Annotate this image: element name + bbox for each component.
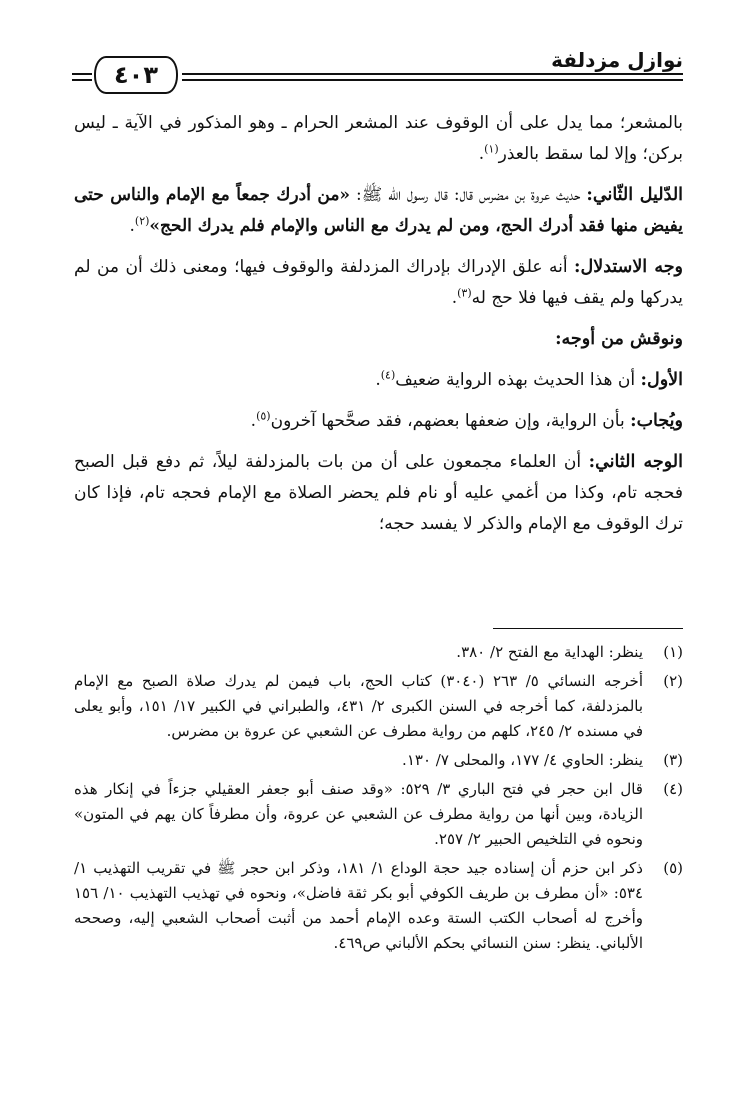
paragraph (74, 447, 683, 540)
footnote (74, 669, 683, 744)
section-heading: الدّليل الثّاني: (586, 185, 684, 205)
paragraph-text: أن هذا الحديث بهذه الرواية ضعيف (395, 370, 641, 390)
main-text (74, 108, 683, 550)
header-rule (72, 79, 92, 81)
footnote-ref[interactable]: (١) (484, 142, 499, 156)
paragraph-text: حديث عروة بن مضرس قال: قال رسول الله ﷺ: (350, 185, 587, 205)
footnote-number: (٣) (663, 751, 683, 769)
section-heading: ونوقش من أوجه: (555, 329, 683, 349)
section-heading: الوجه الثاني: (588, 452, 683, 472)
footnote-ref[interactable]: (٥) (256, 409, 271, 423)
footnote-ref[interactable]: (٢) (134, 214, 150, 228)
footnote (74, 640, 683, 665)
footnote-number: (٤) (663, 780, 683, 798)
paragraph-text: أن العلماء مجمعون على أن من بات بالمزدلفة ليلاً، ثم دفع قبل الصبح فحجه تام، وكذا من أغمي عليه أو نام فلم يحضر الصلاة مع الإمام فحجه تام، فإذا كان ترك الوقوف مع الإمام والذكر لا يفسد حجه؛ (74, 452, 683, 534)
footnote-number: (٢) (663, 672, 683, 690)
footnote-text: ذكر ابن حزم أن إسناده جيد حجة الوداع ١/ ١٨١، وذكر ابن حجر ﷺ في تقريب التهذيب ١/ ٥٣٤: «أن مطرف بن طريف الكوفي أبو بكر ثقة فاضل»، ونحوه في تهذيب التهذيب ١٠/ ١٥٦ وأخرج له أصحاب الكتب الستة وعده الإمام أحمد من أثبت أصحاب الشعبي إليه، وصححه الألباني. ينظر: سنن النسائي بحكم الألباني ص٤٦٩. (74, 859, 643, 952)
footnote (74, 748, 683, 773)
footnote-ref[interactable]: (٤) (380, 368, 396, 382)
header-rule (72, 73, 92, 75)
footnote (74, 856, 683, 956)
running-title: نوازل مزدلفة (551, 48, 683, 72)
footnote-ref[interactable]: (٣) (457, 286, 472, 300)
footnote-text: أخرجه النسائي ٥/ ٢٦٣ (٣٠٤٠) كتاب الحج، باب فيمن لم يدرك صلاة الصبح مع الإمام بالمزدلفة، كما أخرجه في السنن الكبرى ٢/ ٤٣١، والطبراني في الكبير ١٧/ ١٥١، وأبو يعلى في مسنده ٢/ ٢٤٥، كلهم من رواية مطرف عن الشعبي عن عروة بن مضرس. (74, 672, 644, 740)
footnotes (74, 640, 683, 960)
paragraph-text: بالمشعر؛ مما يدل على أن الوقوف عند المشعر الحرام ـ وهو المذكور في الآية ـ ليس بركن؛ وإلا لما سقط بالعذر (74, 113, 683, 164)
footnote-text: ينظر: الهداية مع الفتح ٢/ ٣٨٠. (456, 643, 643, 661)
header-rule (182, 79, 683, 81)
paragraph: الأول: أن هذا الحديث بهذه الرواية ضعيف$^{(٤)}$. (375, 368, 683, 390)
section-heading: وجه الاستدلال: (574, 257, 684, 277)
footnote-separator (493, 628, 683, 629)
footnote-text: ينظر: الحاوي ٤/ ١٧٧، والمحلى ٧/ ١٣٠. (402, 751, 643, 769)
paragraph: بالمشعر؛ مما يدل على أن الوقوف عند المشعر الحرام ـ وهو المذكور في الآية ـ ليس بركن؛ وإلا لما سقط بالعذر$^{(١)}$. (74, 113, 683, 164)
paragraph: ويُجاب: بأن الرواية، وإن ضعفها بعضهم، فقد صحَّحها آخرون$^{(٥)}$. (250, 409, 683, 431)
footnote (74, 777, 683, 852)
footnote-number: (١) (663, 643, 683, 661)
section-heading: ويُجاب: (630, 411, 683, 431)
header-rule (182, 73, 683, 75)
hadith-quote: «من أدرك جمعاً مع الإمام والناس حتى يفيض منها فقد أدرك الحج، ومن لم يدرك مع الناس والإمام فلم يدرك الحج» (74, 185, 683, 236)
paragraph: الدّليل الثّاني: حديث عروة بن مضرس قال: قال رسول الله ﷺ: «من أدرك جمعاً مع الإمام والناس حتى يفيض منها فقد أدرك الحج، ومن لم يدرك مع الناس والإمام فلم يدرك الحج»$^{(٢)}$. (74, 185, 684, 236)
section-heading: الأول: (640, 370, 683, 390)
paragraph-text: بأن الرواية، وإن ضعفها بعضهم، فقد صحَّحها آخرون (270, 411, 631, 431)
footnote-number: (٥) (663, 859, 683, 877)
paragraph: وجه الاستدلال: أنه علق الإدراك بإدراك المزدلفة والوقوف فيها؛ ومعنى ذلك أن من لم يدركها ولم يقف فيها فلا حج له$^{(٣)}$. (74, 257, 684, 308)
page-header (72, 38, 683, 94)
footnote-text: قال ابن حجر في فتح الباري ٣/ ٥٢٩: «وقد صنف أبو جعفر العقيلي جزءاً في إنكار هذه الزيادة، وبين أنها من رواية مطرف عن الشعبي عن عروة، وأن مطرفاً كان يهم في المتون» ونحوه في التلخيص الحبير ٢/ ٢٥٧. (74, 780, 643, 848)
paragraph (74, 324, 683, 355)
page-number: ٤٠٣ (94, 56, 178, 94)
paragraph-text: أنه علق الإدراك بإدراك المزدلفة والوقوف فيها؛ ومعنى ذلك أن من لم يدركها ولم يقف فيها فلا حج له (74, 257, 683, 308)
